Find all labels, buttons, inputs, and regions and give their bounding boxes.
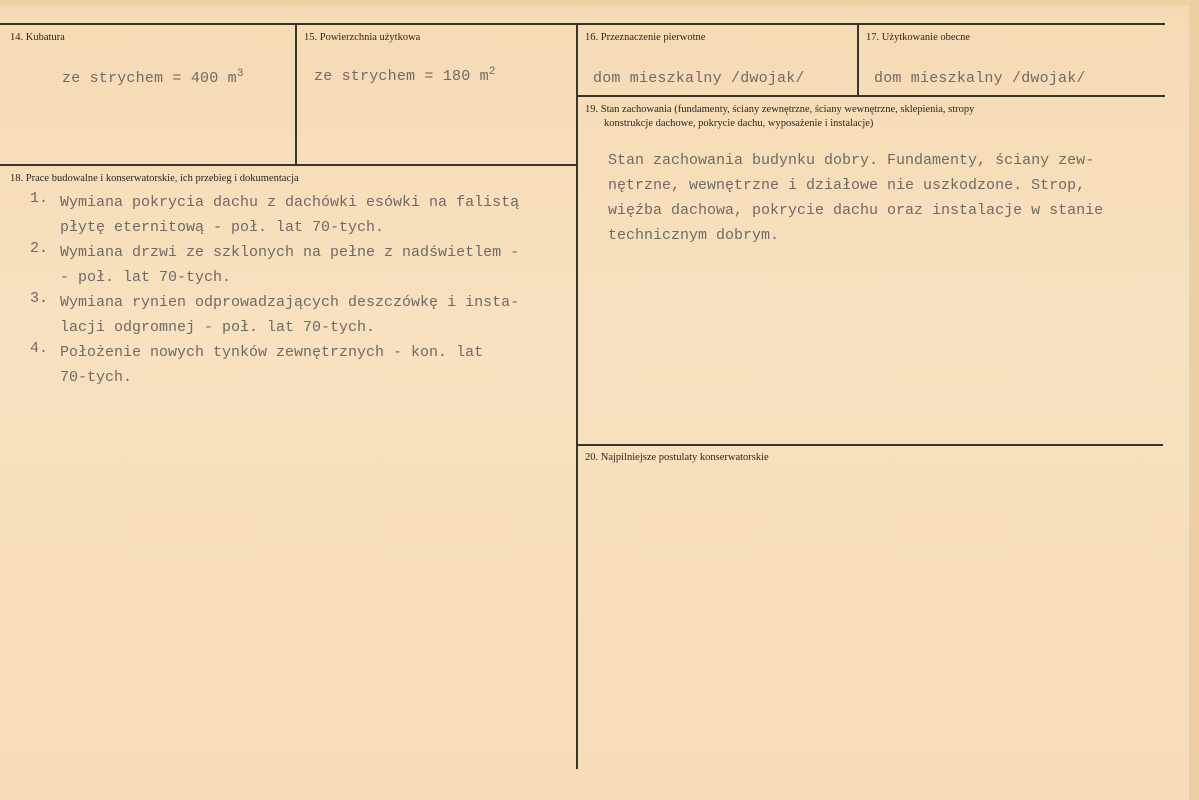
- field-20-label: 20. Najpilniejsze postulaty konserwatorskie: [585, 452, 769, 463]
- field-17-label: 17. Użytkowanie obecne: [866, 32, 971, 43]
- rule-sep-left-right: [576, 24, 578, 769]
- rule-under-14-15: [0, 164, 577, 166]
- field-15-label: 15. Powierzchnia użytkowa: [304, 32, 421, 43]
- field-18-item-2-number: 2.: [30, 240, 49, 257]
- field-18-item-1-text: Wymiana pokrycia dachu z dachówki esówki na falistą płytę eternitową - poł. lat 70-tych.: [60, 194, 520, 236]
- field-15-unit-exponent: 2: [488, 66, 496, 78]
- field-18-item-4-text: Położenie nowych tynków zewnętrznych - kon. lat 70-tych.: [60, 344, 484, 386]
- field-14-unit-exponent: 3: [236, 68, 244, 80]
- rule-under-16-17: [577, 95, 1165, 97]
- field-18-item-3-number: 3.: [30, 290, 49, 307]
- field-18-item-1-number: 1.: [30, 190, 49, 207]
- field-14-label: 14. Kubatura: [10, 32, 65, 43]
- field-16-label: 16. Przeznaczenie pierwotne: [585, 32, 706, 43]
- paper-edge-top: [0, 0, 1199, 6]
- field-18-item-3-text: Wymiana rynien odprowadzających deszczówkę i insta- lacji odgromnej - poł. lat 70-tych.: [60, 294, 520, 336]
- field-15-value-text: ze strychem = 180 m: [314, 68, 489, 85]
- rule-top: [0, 23, 1165, 25]
- field-18-item-2-text: Wymiana drzwi ze szklonych na pełne z nadświetlem - - poł. lat 70-tych.: [60, 244, 520, 286]
- field-19-label-line1: 19. Stan zachowania (fundamenty, ściany zewnętrzne, ściany wewnętrzne, sklepienia, stropy: [585, 104, 975, 115]
- field-16-value: dom mieszkalny /dwojak/: [593, 70, 805, 87]
- rule-above-20: [577, 444, 1163, 446]
- field-18-label: 18. Prace budowalne i konserwatorskie, ich przebieg i dokumentacja: [10, 173, 299, 184]
- field-19-label-line2: konstrukcje dachowe, pokrycie dachu, wyposażenie i instalacje): [604, 118, 874, 129]
- field-15-value: [314, 68, 496, 85]
- field-17-value: dom mieszkalny /dwojak/: [874, 70, 1086, 87]
- rule-sep-14-15: [295, 24, 297, 165]
- field-18-item-4-number: 4.: [30, 340, 49, 357]
- rule-sep-16-17: [857, 24, 859, 96]
- field-19-text: Stan zachowania budynku dobry. Fundamenty, ściany zew- nętrzne, wewnętrzne i działowe nie uszkodzone. Strop, więźba dachowa, pokrycie dachu oraz instalacje w stanie technicznym dobrym.: [608, 152, 1104, 244]
- field-14-value-text: ze strychem = 400 m: [62, 70, 237, 87]
- paper-edge-right: [1189, 0, 1199, 800]
- field-14-value: [62, 70, 244, 87]
